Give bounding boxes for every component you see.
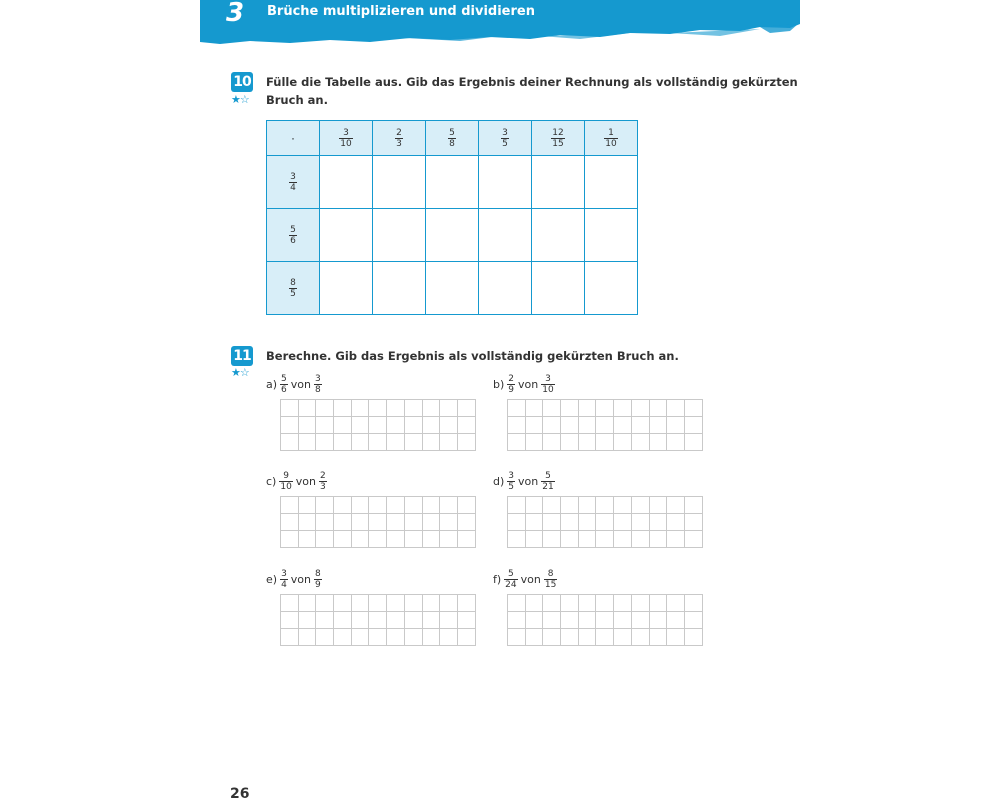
grid-cell[interactable] — [423, 497, 441, 514]
grid-cell[interactable] — [543, 629, 561, 646]
grid-cell[interactable] — [650, 612, 668, 629]
grid-cell[interactable] — [667, 417, 685, 434]
grid-cell[interactable] — [667, 497, 685, 514]
grid-cell[interactable] — [334, 612, 352, 629]
answer-grid[interactable] — [280, 594, 476, 646]
fraction: $\frac{8}{15}$ — [544, 568, 557, 590]
grid-cell[interactable] — [650, 531, 668, 548]
fraction: $\frac{3}{4}$ — [281, 568, 287, 590]
grid-cell[interactable] — [316, 497, 334, 514]
answer-cell[interactable] — [426, 156, 479, 209]
grid-cell[interactable] — [458, 434, 476, 451]
fraction: $\frac{3}{8}$ — [315, 373, 321, 395]
grid-cell[interactable] — [352, 417, 370, 434]
fraction: $\frac{3}{10}$ — [542, 373, 554, 395]
column-header: $\frac{3}{5}$ — [479, 121, 532, 156]
grid-cell[interactable] — [440, 595, 458, 612]
grid-cell[interactable] — [526, 417, 544, 434]
grid-cell[interactable] — [316, 531, 334, 548]
grid-cell[interactable] — [543, 417, 561, 434]
part-label: d) $\frac{3}{5}$ von $\frac{5}{21}$ — [493, 470, 554, 492]
grid-cell[interactable] — [334, 531, 352, 548]
fraction: $\frac{3}{5}$ — [508, 470, 515, 492]
grid-cell[interactable] — [632, 417, 650, 434]
answer-cell[interactable] — [373, 262, 426, 315]
grid-cell[interactable] — [667, 531, 685, 548]
grid-cell[interactable] — [526, 434, 544, 451]
answer-cell[interactable] — [479, 262, 532, 315]
grid-cell[interactable] — [526, 497, 544, 514]
grid-cell[interactable] — [561, 400, 579, 417]
chapter-title: Brüche multiplizieren und dividieren — [267, 4, 535, 19]
answer-grid[interactable] — [280, 399, 476, 451]
grid-cell[interactable] — [405, 612, 423, 629]
answer-cell[interactable] — [320, 209, 373, 262]
grid-cell[interactable] — [405, 629, 423, 646]
grid-cell[interactable] — [508, 514, 526, 531]
grid-cell[interactable] — [387, 434, 405, 451]
task-10-instruction-line1: Fülle die Tabelle aus. Gib das Ergebnis deiner Rechnung als vollständig gekürzten — [266, 75, 798, 89]
answer-cell[interactable] — [532, 262, 585, 315]
grid-cell[interactable] — [369, 417, 387, 434]
column-header: $\frac{5}{8}$ — [426, 121, 479, 156]
grid-cell[interactable] — [405, 434, 423, 451]
grid-cell[interactable] — [405, 497, 423, 514]
grid-cell[interactable] — [316, 514, 334, 531]
grid-cell[interactable] — [543, 400, 561, 417]
answer-cell[interactable] — [320, 156, 373, 209]
part-label: f) $\frac{5}{24}$ von $\frac{8}{15}$ — [493, 568, 557, 590]
grid-cell[interactable] — [667, 595, 685, 612]
grid-cell[interactable] — [316, 417, 334, 434]
grid-cell[interactable] — [387, 497, 405, 514]
answer-cell[interactable] — [479, 156, 532, 209]
table-row — [267, 209, 638, 262]
column-header: $\frac{1}{10}$ — [585, 121, 638, 156]
grid-cell[interactable] — [596, 531, 614, 548]
column-header: $\frac{2}{3}$ — [373, 121, 426, 156]
grid-cell[interactable] — [596, 514, 614, 531]
grid-cell[interactable] — [316, 612, 334, 629]
grid-cell[interactable] — [685, 595, 703, 612]
grid-cell[interactable] — [405, 595, 423, 612]
column-header: $\frac{3}{10}$ — [320, 121, 373, 156]
grid-cell[interactable] — [405, 514, 423, 531]
grid-cell[interactable] — [596, 629, 614, 646]
grid-cell[interactable] — [352, 595, 370, 612]
grid-cell[interactable] — [458, 531, 476, 548]
task-number-11: 11 — [231, 346, 253, 366]
grid-cell[interactable] — [526, 629, 544, 646]
grid-cell[interactable] — [543, 612, 561, 629]
grid-cell[interactable] — [650, 497, 668, 514]
grid-cell[interactable] — [387, 400, 405, 417]
grid-cell[interactable] — [543, 531, 561, 548]
grid-cell[interactable] — [352, 497, 370, 514]
grid-cell[interactable] — [352, 434, 370, 451]
table-corner-operator: · — [267, 121, 320, 156]
exercise-part-d — [493, 469, 693, 493]
table-header-row — [267, 121, 638, 156]
grid-cell[interactable] — [440, 400, 458, 417]
grid-cell[interactable] — [281, 612, 299, 629]
grid-cell[interactable] — [614, 629, 632, 646]
grid-cell[interactable] — [667, 612, 685, 629]
answer-cell[interactable] — [532, 156, 585, 209]
grid-cell[interactable] — [440, 612, 458, 629]
grid-cell[interactable] — [667, 400, 685, 417]
difficulty-stars-icon: ★☆ — [231, 93, 249, 106]
grid-cell[interactable] — [334, 595, 352, 612]
grid-cell[interactable] — [685, 514, 703, 531]
grid-cell[interactable] — [423, 400, 441, 417]
grid-cell[interactable] — [596, 595, 614, 612]
grid-cell[interactable] — [440, 629, 458, 646]
grid-cell[interactable] — [281, 514, 299, 531]
grid-cell[interactable] — [458, 400, 476, 417]
grid-cell[interactable] — [685, 612, 703, 629]
grid-cell[interactable] — [299, 417, 317, 434]
row-header: $\frac{8}{5}$ — [267, 262, 320, 315]
grid-cell[interactable] — [650, 595, 668, 612]
grid-cell[interactable] — [299, 434, 317, 451]
grid-cell[interactable] — [369, 595, 387, 612]
exercise-part-c — [266, 469, 466, 493]
fraction: $\frac{2}{3}$ — [320, 470, 326, 492]
grid-cell[interactable] — [561, 434, 579, 451]
grid-cell[interactable] — [561, 514, 579, 531]
grid-cell[interactable] — [369, 514, 387, 531]
chapter-number: 3 — [226, 0, 245, 28]
fraction: $\frac{5}{6}$ — [281, 373, 287, 395]
grid-cell[interactable] — [423, 595, 441, 612]
answer-cell[interactable] — [585, 209, 638, 262]
grid-cell[interactable] — [440, 531, 458, 548]
grid-cell[interactable] — [579, 514, 597, 531]
grid-cell[interactable] — [650, 629, 668, 646]
grid-cell[interactable] — [667, 434, 685, 451]
fraction: $\frac{5}{24}$ — [505, 568, 517, 590]
grid-cell[interactable] — [405, 531, 423, 548]
grid-cell[interactable] — [614, 400, 632, 417]
grid-cell[interactable] — [508, 595, 526, 612]
grid-cell[interactable] — [561, 497, 579, 514]
page-number: 26 — [230, 786, 250, 802]
grid-cell[interactable] — [369, 434, 387, 451]
grid-cell[interactable] — [667, 629, 685, 646]
grid-cell[interactable] — [596, 417, 614, 434]
grid-cell[interactable] — [405, 400, 423, 417]
grid-cell[interactable] — [299, 595, 317, 612]
grid-cell[interactable] — [579, 531, 597, 548]
difficulty-stars-icon: ★☆ — [231, 366, 249, 379]
multiplication-table — [266, 120, 638, 315]
exercise-part-e — [266, 567, 466, 591]
grid-cell[interactable] — [596, 497, 614, 514]
fraction: $\frac{2}{9}$ — [508, 373, 515, 395]
grid-cell[interactable] — [685, 417, 703, 434]
grid-cell[interactable] — [508, 497, 526, 514]
grid-cell[interactable] — [334, 400, 352, 417]
row-header: $\frac{5}{6}$ — [267, 209, 320, 262]
grid-cell[interactable] — [387, 612, 405, 629]
grid-cell[interactable] — [423, 417, 441, 434]
grid-cell[interactable] — [508, 434, 526, 451]
grid-cell[interactable] — [440, 514, 458, 531]
grid-cell[interactable] — [423, 612, 441, 629]
grid-cell[interactable] — [543, 434, 561, 451]
grid-cell[interactable] — [423, 531, 441, 548]
grid-cell[interactable] — [579, 612, 597, 629]
fraction: $\frac{8}{9}$ — [315, 568, 321, 590]
grid-cell[interactable] — [458, 497, 476, 514]
grid-cell[interactable] — [685, 400, 703, 417]
grid-cell[interactable] — [650, 400, 668, 417]
grid-cell[interactable] — [685, 531, 703, 548]
grid-cell[interactable] — [299, 629, 317, 646]
grid-cell[interactable] — [632, 400, 650, 417]
fraction: $\frac{9}{10}$ — [280, 470, 292, 492]
answer-cell[interactable] — [373, 209, 426, 262]
task-10-instruction-line2: Bruch an. — [266, 93, 328, 107]
grid-cell[interactable] — [596, 434, 614, 451]
answer-cell[interactable] — [320, 262, 373, 315]
grid-cell[interactable] — [440, 434, 458, 451]
grid-cell[interactable] — [526, 595, 544, 612]
grid-cell[interactable] — [369, 400, 387, 417]
answer-grid[interactable] — [507, 399, 703, 451]
grid-cell[interactable] — [334, 417, 352, 434]
grid-cell[interactable] — [299, 497, 317, 514]
grid-cell[interactable] — [526, 514, 544, 531]
grid-cell[interactable] — [369, 531, 387, 548]
grid-cell[interactable] — [650, 417, 668, 434]
grid-cell[interactable] — [369, 629, 387, 646]
grid-cell[interactable] — [650, 514, 668, 531]
answer-cell[interactable] — [585, 156, 638, 209]
grid-cell[interactable] — [334, 514, 352, 531]
part-label: c) $\frac{9}{10}$ von $\frac{2}{3}$ — [266, 470, 326, 492]
answer-cell[interactable] — [479, 209, 532, 262]
grid-cell[interactable] — [508, 400, 526, 417]
answer-grid[interactable] — [507, 496, 703, 548]
answer-grid[interactable] — [507, 594, 703, 646]
grid-cell[interactable] — [352, 400, 370, 417]
exercise-part-b — [493, 372, 693, 396]
grid-cell[interactable] — [508, 629, 526, 646]
grid-cell[interactable] — [579, 400, 597, 417]
grid-cell[interactable] — [458, 629, 476, 646]
grid-cell[interactable] — [579, 497, 597, 514]
answer-grid[interactable] — [280, 496, 476, 548]
grid-cell[interactable] — [526, 531, 544, 548]
grid-cell[interactable] — [281, 497, 299, 514]
grid-cell[interactable] — [614, 612, 632, 629]
grid-cell[interactable] — [299, 612, 317, 629]
answer-cell[interactable] — [585, 262, 638, 315]
grid-cell[interactable] — [543, 595, 561, 612]
part-label: a) $\frac{5}{6}$ von $\frac{3}{8}$ — [266, 373, 321, 395]
grid-cell[interactable] — [650, 434, 668, 451]
grid-cell[interactable] — [632, 531, 650, 548]
grid-cell[interactable] — [334, 434, 352, 451]
grid-cell[interactable] — [458, 417, 476, 434]
grid-cell[interactable] — [316, 629, 334, 646]
grid-cell[interactable] — [667, 514, 685, 531]
exercise-part-a — [266, 372, 466, 396]
grid-cell[interactable] — [387, 417, 405, 434]
grid-cell[interactable] — [458, 612, 476, 629]
grid-cell[interactable] — [281, 595, 299, 612]
table-row — [267, 262, 638, 315]
grid-cell[interactable] — [316, 595, 334, 612]
part-label: e) $\frac{3}{4}$ von $\frac{8}{9}$ — [266, 568, 321, 590]
grid-cell[interactable] — [579, 629, 597, 646]
grid-cell[interactable] — [440, 417, 458, 434]
grid-cell[interactable] — [352, 514, 370, 531]
column-header: $\frac{12}{15}$ — [532, 121, 585, 156]
grid-cell[interactable] — [508, 417, 526, 434]
grid-cell[interactable] — [334, 497, 352, 514]
grid-cell[interactable] — [423, 434, 441, 451]
grid-cell[interactable] — [614, 595, 632, 612]
grid-cell[interactable] — [614, 531, 632, 548]
task-11-instruction: Berechne. Gib das Ergebnis als vollständig gekürzten Bruch an. — [266, 349, 679, 363]
grid-cell[interactable] — [614, 514, 632, 531]
grid-cell[interactable] — [579, 595, 597, 612]
grid-cell[interactable] — [685, 434, 703, 451]
grid-cell[interactable] — [561, 595, 579, 612]
grid-cell[interactable] — [352, 612, 370, 629]
grid-cell[interactable] — [369, 497, 387, 514]
grid-cell[interactable] — [387, 531, 405, 548]
grid-cell[interactable] — [579, 434, 597, 451]
fraction: $\frac{5}{21}$ — [542, 470, 554, 492]
task-10-instruction — [266, 73, 798, 109]
task-number-10: 10 — [231, 72, 253, 92]
grid-cell[interactable] — [352, 629, 370, 646]
grid-cell[interactable] — [281, 629, 299, 646]
grid-cell[interactable] — [281, 417, 299, 434]
grid-cell[interactable] — [685, 629, 703, 646]
part-label: b) $\frac{2}{9}$ von $\frac{3}{10}$ — [493, 373, 554, 395]
grid-cell[interactable] — [614, 434, 632, 451]
answer-cell[interactable] — [426, 262, 479, 315]
answer-cell[interactable] — [426, 209, 479, 262]
grid-cell[interactable] — [299, 514, 317, 531]
grid-cell[interactable] — [561, 531, 579, 548]
grid-cell[interactable] — [423, 629, 441, 646]
grid-cell[interactable] — [561, 612, 579, 629]
grid-cell[interactable] — [458, 595, 476, 612]
grid-cell[interactable] — [543, 514, 561, 531]
grid-cell[interactable] — [596, 400, 614, 417]
grid-cell[interactable] — [596, 612, 614, 629]
grid-cell[interactable] — [299, 531, 317, 548]
table-row — [267, 156, 638, 209]
grid-cell[interactable] — [316, 400, 334, 417]
exercise-part-f — [493, 567, 693, 591]
grid-cell[interactable] — [543, 497, 561, 514]
grid-cell[interactable] — [299, 400, 317, 417]
grid-cell[interactable] — [632, 629, 650, 646]
grid-cell[interactable] — [281, 531, 299, 548]
answer-cell[interactable] — [373, 156, 426, 209]
grid-cell[interactable] — [632, 595, 650, 612]
grid-cell[interactable] — [526, 400, 544, 417]
answer-cell[interactable] — [532, 209, 585, 262]
grid-cell[interactable] — [632, 514, 650, 531]
grid-cell[interactable] — [632, 497, 650, 514]
grid-cell[interactable] — [526, 612, 544, 629]
grid-cell[interactable] — [369, 612, 387, 629]
grid-cell[interactable] — [387, 629, 405, 646]
grid-cell[interactable] — [281, 400, 299, 417]
grid-cell[interactable] — [334, 629, 352, 646]
grid-cell[interactable] — [352, 531, 370, 548]
grid-cell[interactable] — [508, 612, 526, 629]
grid-cell[interactable] — [579, 417, 597, 434]
row-header: $\frac{3}{4}$ — [267, 156, 320, 209]
grid-cell[interactable] — [405, 417, 423, 434]
grid-cell[interactable] — [387, 595, 405, 612]
grid-cell[interactable] — [281, 434, 299, 451]
grid-cell[interactable] — [561, 629, 579, 646]
grid-cell[interactable] — [561, 417, 579, 434]
grid-cell[interactable] — [458, 514, 476, 531]
grid-cell[interactable] — [614, 497, 632, 514]
grid-cell[interactable] — [508, 531, 526, 548]
grid-cell[interactable] — [316, 434, 334, 451]
grid-cell[interactable] — [387, 514, 405, 531]
grid-cell[interactable] — [632, 434, 650, 451]
grid-cell[interactable] — [685, 497, 703, 514]
grid-cell[interactable] — [632, 612, 650, 629]
grid-cell[interactable] — [423, 514, 441, 531]
grid-cell[interactable] — [440, 497, 458, 514]
grid-cell[interactable] — [614, 417, 632, 434]
